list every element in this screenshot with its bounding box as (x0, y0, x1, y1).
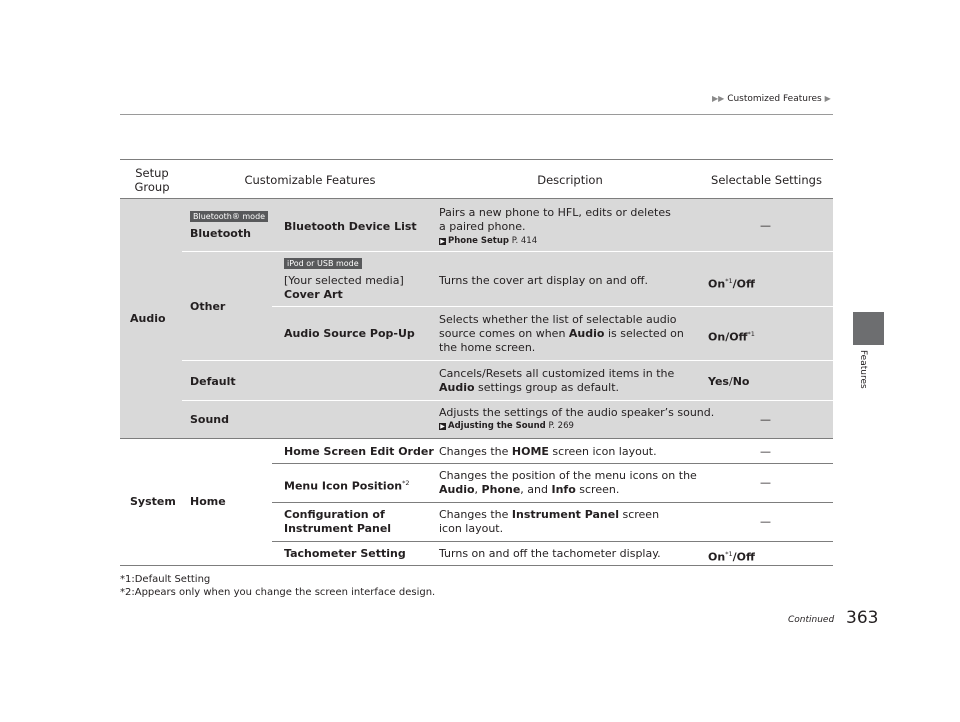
ipod-usb-mode-badge: iPod or USB mode (284, 258, 362, 269)
section-rule (120, 438, 833, 439)
feature-label: Menu Icon Position (284, 479, 403, 493)
header-rule (120, 114, 833, 115)
feature-cover-art: Cover Art (284, 288, 343, 301)
desc-sound: Adjusts the settings of the audio speaker’s sound. (439, 406, 715, 419)
desc-text: , and (520, 483, 552, 496)
setting-off: /Off (732, 550, 755, 564)
desc-audio-source-popup (439, 313, 694, 355)
row-divider (182, 400, 833, 401)
header-features: Customizable Features (244, 173, 376, 187)
reference-arrow-icon: ▶ (440, 423, 445, 430)
bluetooth-mode-badge: Bluetooth® mode (190, 211, 268, 222)
setting-bluetooth: — (760, 219, 771, 232)
desc-bold: Instrument Panel (511, 508, 619, 521)
setting-tachometer (708, 547, 755, 565)
table-bottom-rule (120, 565, 833, 566)
desc-text: Changes the (439, 445, 512, 458)
subgroup-other: Other (190, 300, 226, 313)
setting-yes: Yes (708, 375, 729, 388)
setting-off: /Off (725, 330, 748, 344)
phone-setup-reference[interactable] (439, 236, 537, 247)
reference-arrow-icon: ▶ (440, 238, 445, 245)
row-divider (272, 541, 833, 542)
adjusting-sound-reference[interactable] (439, 421, 574, 432)
desc-text: , (474, 483, 482, 496)
ref-page: P. 269 (548, 421, 574, 431)
desc-text: screen icon layout. (548, 445, 657, 458)
desc-bold: Audio (568, 327, 605, 340)
breadcrumb-label: Customized Features (727, 94, 822, 104)
footnote-ref: *1 (725, 277, 733, 285)
triangle-right-icon: ▶ (824, 94, 831, 103)
continued-label: Continued (788, 615, 835, 625)
header-settings: Selectable Settings (711, 173, 822, 187)
desc-text: Changes the (439, 508, 512, 521)
setting-no: No (732, 375, 750, 388)
setting-sep: / (728, 375, 733, 388)
desc-bold: Audio (439, 483, 475, 496)
breadcrumb (712, 94, 831, 104)
setting-sound: — (760, 413, 771, 426)
setting-off: /Off (732, 277, 755, 291)
desc-tachometer-setting: Turns on and off the tachometer display. (439, 547, 661, 560)
table-top-rule (120, 159, 833, 160)
desc-text: screen. (575, 483, 620, 496)
feature-cover-art-media: [Your selected media] (284, 274, 404, 287)
desc-menu-icon-position (439, 469, 701, 497)
setting-on: On (708, 330, 726, 344)
footnote-2: *2:Appears only when you change the screen interface design. (120, 587, 436, 598)
setting-audio-source-popup (708, 327, 755, 345)
setting-cover-art (708, 274, 755, 292)
desc-text: Changes the position of the menu icons on the (439, 469, 697, 482)
desc-home-screen-edit-order (439, 445, 657, 459)
feature-bluetooth-device-list: Bluetooth Device List (284, 220, 417, 233)
section-tab[interactable] (853, 312, 884, 345)
header-description: Description (537, 173, 603, 187)
page-number: 363 (846, 608, 879, 628)
setting-home-screen-edit-order: — (760, 445, 771, 458)
ref-label: Phone Setup (448, 236, 509, 246)
desc-text: Cancels/Resets all customized items in the (439, 367, 675, 380)
desc-text: settings group as default. (474, 381, 620, 394)
footnote-1: *1:Default Setting (120, 574, 211, 585)
desc-text: is selected on the home screen. (439, 327, 684, 354)
desc-text: screen icon layout. (439, 508, 660, 535)
ref-label: Adjusting the Sound (448, 421, 546, 431)
desc-configuration-instrument-panel (439, 508, 674, 536)
setting-configuration-instrument-panel: — (760, 515, 771, 528)
desc-bold: Phone (481, 483, 521, 496)
setting-menu-icon-position: — (760, 476, 771, 489)
setting-default (708, 375, 749, 389)
section-tab-label: Features (858, 350, 868, 389)
row-divider (272, 502, 833, 503)
feature-audio-source-popup: Audio Source Pop-Up (284, 327, 415, 340)
setting-on: On (708, 550, 726, 564)
desc-text: Selects whether the list of selectable audio source comes on when (439, 313, 677, 340)
subgroup-home: Home (190, 495, 226, 508)
desc-bold: Audio (439, 381, 475, 394)
row-divider (182, 360, 833, 361)
feature-configuration-instrument-panel: Configuration of Instrument Panel (284, 508, 392, 535)
group-system: System (130, 495, 176, 508)
footnote-ref: *1 (747, 330, 755, 338)
subgroup-default: Default (190, 375, 236, 388)
footnote-ref: *1 (725, 550, 733, 558)
subgroup-bluetooth: Bluetooth (190, 227, 251, 240)
ref-page: P. 414 (511, 236, 538, 246)
group-audio: Audio (130, 312, 166, 325)
desc-bold: Info (551, 483, 576, 496)
setting-on: On (708, 277, 726, 291)
desc-cover-art: Turns the cover art display on and off. (439, 274, 648, 287)
row-divider (272, 306, 833, 307)
feature-menu-icon-position (284, 476, 409, 494)
feature-tachometer-setting: Tachometer Setting (284, 547, 406, 560)
footnote-ref: *2 (402, 479, 410, 487)
desc-bold: HOME (511, 445, 549, 458)
triangle-right-icon: ▶▶ (712, 94, 725, 103)
header-setup-group: Setup Group (134, 166, 170, 194)
row-divider (182, 251, 833, 252)
row-divider (272, 463, 833, 464)
desc-bluetooth: Pairs a new phone to HFL, edits or deletes a paired phone. (439, 206, 671, 233)
subgroup-sound: Sound (190, 413, 230, 426)
feature-home-screen-edit-order: Home Screen Edit Order (284, 445, 434, 458)
desc-default (439, 367, 699, 395)
